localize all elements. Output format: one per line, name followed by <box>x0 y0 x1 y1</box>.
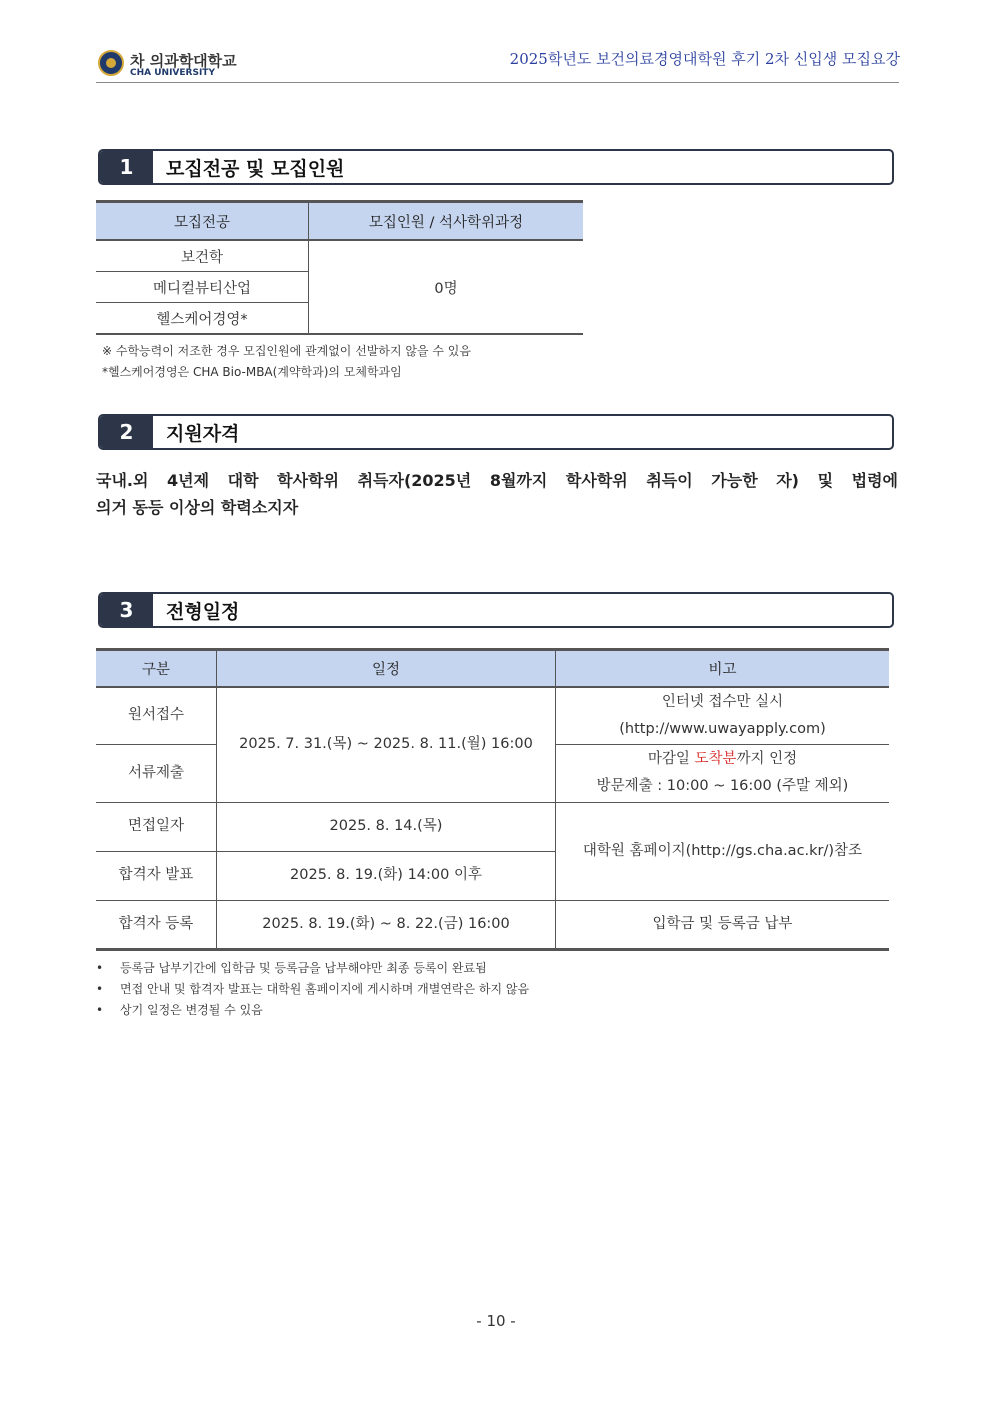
section-title: 전형일정 <box>166 600 240 623</box>
date-cell: 2025. 7. 31.(목) ~ 2025. 8. 11.(월) 16:00 <box>217 687 556 802</box>
major-cell: 보건학 <box>96 240 309 272</box>
stage-cell: 합격자 등록 <box>96 900 217 949</box>
list-item: • 상기 일정은 변경될 수 있음 <box>96 1000 529 1021</box>
note-line: 방문제출 : 10:00 ~ 16:00 (주말 제외) <box>596 778 849 794</box>
logo-korean-name: 차 의과학대학교 <box>130 52 237 70</box>
page-number: - 10 - <box>476 1312 516 1330</box>
stage-cell: 원서접수 <box>96 687 217 744</box>
note-line: 인터넷 접수만 실시 <box>661 693 784 710</box>
column-header: 모집전공 <box>96 202 309 241</box>
column-header: 비고 <box>556 650 890 688</box>
date-cell: 2025. 8. 14.(목) <box>217 802 556 851</box>
section-1-heading <box>98 149 894 185</box>
table-header-row <box>96 650 889 688</box>
major-cell: 헬스케어경영* <box>96 303 309 335</box>
section-number: 3 <box>100 594 153 626</box>
note-line <box>556 746 889 773</box>
university-logo <box>98 50 248 80</box>
section-number: 1 <box>100 151 153 183</box>
note-text: 마감일 <box>647 751 695 767</box>
note-cell <box>556 687 890 744</box>
schedule-table <box>96 648 889 951</box>
note-cell: 입학금 및 등록금 납부 <box>556 900 890 949</box>
table-note: *헬스케어경영은 CHA Bio-MBA(계약학과)의 모체학과임 <box>102 365 402 379</box>
section-title: 모집전공 및 모집인원 <box>166 157 345 180</box>
table-row <box>96 687 889 744</box>
note-cell: 대학원 홈페이지(http://gs.cha.ac.kr/)참조 <box>556 802 890 900</box>
column-header: 구분 <box>96 650 217 688</box>
eligibility-text-line1: 국내.외 4년제 대학 학사학위 취득자(2025년 8월까지 학사학위 취득이 가능한 자) 및 법령에 <box>96 471 898 490</box>
column-header: 모집인원 / 석사학위과정 <box>309 202 584 241</box>
section-title: 지원자격 <box>166 422 240 445</box>
note-cell <box>556 744 890 802</box>
section-3-heading <box>98 592 894 628</box>
logo-english-name: CHA UNIVERSITY <box>130 68 215 78</box>
stage-cell: 서류제출 <box>96 744 217 802</box>
column-header: 일정 <box>217 650 556 688</box>
table-row <box>96 802 889 851</box>
table-note: ※ 수학능력이 저조한 경우 모집인원에 관계없이 선발하지 않을 수 있음 <box>102 344 471 358</box>
major-cell: 메디컬뷰티산업 <box>96 272 309 303</box>
university-seal-icon <box>98 50 124 76</box>
recruitment-table <box>96 200 583 335</box>
stage-cell: 면접일자 <box>96 802 217 851</box>
highlight-text: 도착분 <box>694 751 737 767</box>
stage-cell: 합격자 발표 <box>96 851 217 900</box>
table-header-row <box>96 202 583 241</box>
recruit-count-cell: 0명 <box>309 240 584 334</box>
note-line: (http://www.uwayapply.com) <box>619 720 826 737</box>
eligibility-text-line2: 의거 동등 이상의 학력소지자 <box>96 498 299 517</box>
date-cell: 2025. 8. 19.(화) 14:00 이후 <box>217 851 556 900</box>
list-item: • 등록금 납부기간에 입학금 및 등록금을 납부해야만 최종 등록이 완료됨 <box>96 958 529 979</box>
section-2-heading <box>98 414 894 450</box>
list-item: • 면접 안내 및 합격자 발표는 대학원 홈페이지에 게시하며 개별연락은 하지 않음 <box>96 979 529 1000</box>
table-row <box>96 240 583 272</box>
date-cell: 2025. 8. 19.(화) ~ 8. 22.(금) 16:00 <box>217 900 556 949</box>
header-divider <box>96 82 899 83</box>
note-text: 까지 인정 <box>736 751 798 767</box>
document-title: 2025학년도 보건의료경영대학원 후기 2차 신입생 모집요강 <box>509 50 900 68</box>
section-number: 2 <box>100 416 153 448</box>
schedule-notes <box>96 958 529 1021</box>
table-row <box>96 900 889 949</box>
